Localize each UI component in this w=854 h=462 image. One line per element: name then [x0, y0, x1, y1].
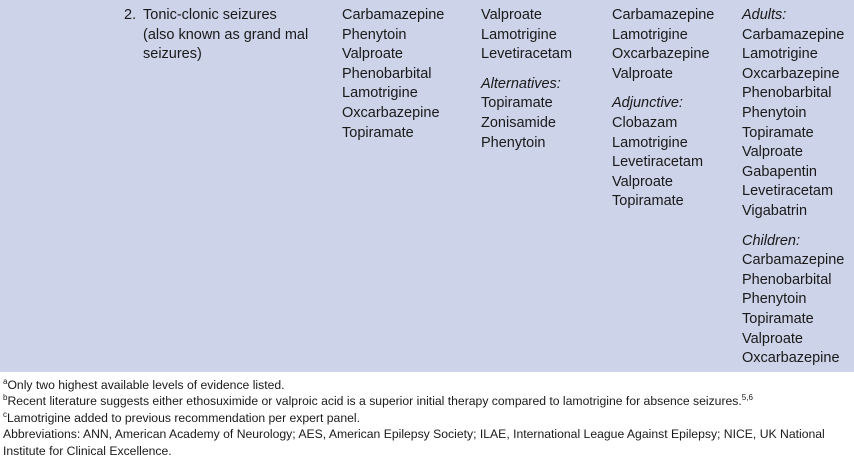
- drug-column-4: [742, 6, 844, 369]
- drug-item: Carbamazepine: [612, 7, 715, 23]
- condition-line: (also known as grand mal: [143, 26, 309, 43]
- adults-header: Adults:: [742, 7, 787, 23]
- drug-item: Valproate: [612, 173, 673, 190]
- drug-item: Valproate: [742, 144, 803, 161]
- footnote-text: Lamotrigine added to previous recommendation per expert panel.: [7, 410, 360, 425]
- drug-item: Carbamazepine: [742, 252, 845, 269]
- reference-marker: 5,6: [741, 393, 753, 403]
- drug-item: Valproate: [481, 7, 542, 23]
- drug-item: Oxcarbazepine: [612, 46, 710, 63]
- drug-item: Lamotrigine: [612, 26, 688, 43]
- drug-item: Topiramate: [612, 193, 684, 210]
- drug-item: Oxcarbazepine: [342, 104, 440, 121]
- drug-item: Phenytoin: [481, 134, 546, 151]
- condition-cell: [143, 6, 333, 65]
- abbreviations-note: Abbreviations: ANN, American Academy of Neurology; AES, American Epilepsy Society; ILAE, International League Against Epilepsy; NICE, UK National Institute for Clinical Excellence.: [3, 427, 825, 458]
- drug-column-2: [481, 6, 572, 153]
- drug-item: Lamotrigine: [612, 134, 688, 151]
- drug-item: Clobazam: [612, 114, 678, 131]
- condition-line: Tonic-clonic seizures: [143, 7, 277, 23]
- footnote-text: Recent literature suggests either ethosuximide or valproic acid is a superior initial therapy compared to lamotrigine for absence seizures.: [7, 394, 742, 409]
- drug-item: Valproate: [612, 65, 673, 82]
- drug-item: Lamotrigine: [742, 46, 818, 63]
- footnote-marker: a: [3, 377, 8, 386]
- drug-item: Phenytoin: [342, 26, 407, 43]
- drug-column-3: [612, 6, 714, 212]
- drug-item: Phenytoin: [742, 291, 807, 308]
- drug-item: Vigabatrin: [742, 202, 808, 219]
- footnote-marker: c: [3, 409, 7, 419]
- footnote-a: [3, 377, 853, 393]
- footnote-b: [3, 393, 853, 409]
- drug-item: Topiramate: [742, 124, 814, 141]
- table-footnotes: [3, 377, 853, 459]
- drug-item: Phenobarbital: [342, 65, 432, 82]
- drug-item: Lamotrigine: [342, 85, 418, 102]
- drug-item: Topiramate: [481, 95, 553, 112]
- children-header: Children:: [742, 232, 801, 249]
- drug-item: Levetiracetam: [481, 46, 573, 63]
- drug-item: Levetiracetam: [612, 154, 704, 171]
- alternatives-header: Alternatives:: [481, 75, 561, 92]
- drug-item: Topiramate: [342, 124, 414, 141]
- drug-item: Carbamazepine: [742, 26, 845, 43]
- drug-item: Oxcarbazepine: [742, 350, 840, 367]
- drug-item: Lamotrigine: [481, 26, 557, 43]
- adjunctive-header: Adjunctive:: [612, 95, 683, 112]
- drug-item: Valproate: [742, 330, 803, 347]
- condition-line: seizures): [143, 46, 202, 63]
- drug-item: Topiramate: [742, 310, 814, 327]
- footnote-marker: b: [3, 393, 8, 403]
- footnote-c: [3, 410, 853, 426]
- drug-item: Phenobarbital: [742, 85, 832, 102]
- drug-item: Oxcarbazepine: [742, 65, 840, 82]
- row-number: 2.: [124, 7, 137, 23]
- footnote-text: Only two highest available levels of evidence listed.: [7, 378, 285, 392]
- drug-item: Gabapentin: [742, 163, 817, 180]
- drug-column-1: [342, 6, 444, 143]
- drug-item: Levetiracetam: [742, 183, 834, 200]
- drug-item: Phenobarbital: [742, 271, 832, 288]
- drug-item: Valproate: [342, 46, 403, 63]
- drug-item: Zonisamide: [481, 114, 556, 131]
- drug-item: Phenytoin: [742, 104, 807, 121]
- drug-item: Carbamazepine: [342, 7, 445, 23]
